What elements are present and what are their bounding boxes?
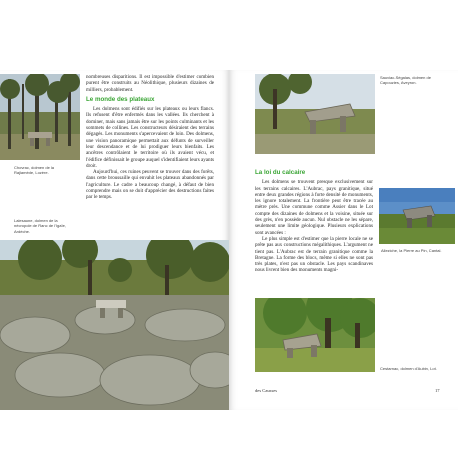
photo-dolmen-oak: [255, 298, 375, 372]
paragraph: Les dolmens sont édifiés sur les plateaux ou leurs flancs. Ils refusent d'être enfermés dans les vallées. Ils cherchent à dominer, mais sans jamais être sur les points culminants et les sommets de collines. Les constructeurs désiraient des terrains dégagés. Les monuments s'apercevaient de loin. Des dolmens, une vision panoramique permettait aux défunts de surveiller leur descendance et de lui prodiguer leurs bienfaits. Les ancêtres contrôlaient le territoire où ils avaient vécu, et l'édifice définissait le groupe auquel s'identifiaient leurs ayants droit.: [86, 106, 214, 169]
intro-paragraph: nombreuses disparitions. Il est impossible d'estimer combien purent être construits au Néolithique, plusieurs dizaines de milliers, probablement.: [86, 74, 214, 93]
section-heading-plateaux: Le monde des plateaux: [86, 95, 155, 103]
photo-dolmen-rocks: [0, 240, 229, 410]
section-heading-calcaire: La loi du calcaire: [255, 169, 306, 176]
photo-dolmen-plain: [379, 188, 455, 244]
right-page: [229, 70, 458, 410]
caption-top-right: Sauviac-Ségalas, dolmen de Capouzies, Aveyron.: [380, 75, 431, 86]
caption-top-left: Chovrac, dolmen de la Rajlamède, Lozère.: [14, 165, 55, 176]
photo-dolmen-tree: [255, 74, 375, 154]
footer-title: des Causses: [255, 388, 278, 393]
right-text-column: [255, 166, 373, 274]
paragraph: Aujourd'hui, ces ruines peuvent se trouver dans des forêts, dans cette broussaille qui envahit les plateaux abandonnés par l'agriculture. Le cadre a beaucoup changé, à défaut de bien comprendre mais on se doit d'apprécier des destructions faites par le temps.: [86, 169, 214, 201]
caption-bottom-left: Lalesaune, dolmen de la nécropole de Ranc de l'Igaïe, Ardèche.: [14, 218, 66, 234]
left-text-column: [86, 74, 214, 201]
caption-middle-right: Alleziche, la Pierre au Pin, Cantal.: [381, 248, 442, 253]
page-number: 17: [435, 388, 440, 393]
photo-dolmen-forest: [0, 74, 80, 160]
caption-bottom-right: Cestarnac, dolmen d'Aubin, Lot.: [380, 366, 437, 371]
paragraph: Le plus simple est d'estimer que la pierre locale ne se prête pas aux constructions mégalithiques. L'argument ne tient pas. L'Aubrac est de terrain granitique comme la Bretagne. La forme des blocs, même si elles ne sont pas très plates, n'est pas un obstacle. Les pays scandinaves nous livrent bien des monuments magni-: [255, 235, 373, 274]
paragraph: Les dolmens se trouvent presque exclusivement sur les terrains calcaires. L'Aubrac, pays granitique, situé entre deux grandes régions à forte densité de monuments, les ignore totalement. La frontière peut être tracée au mètre près. Une commune comme Assier dans le Lot compte des dizaines de dolmens et la voisine, située sur des grès, n'en possède aucun. Nul obstacle ne les sépare, seulement une limite géologique. Plusieurs explications sont avancées :: [255, 179, 373, 236]
left-page: [0, 70, 229, 410]
